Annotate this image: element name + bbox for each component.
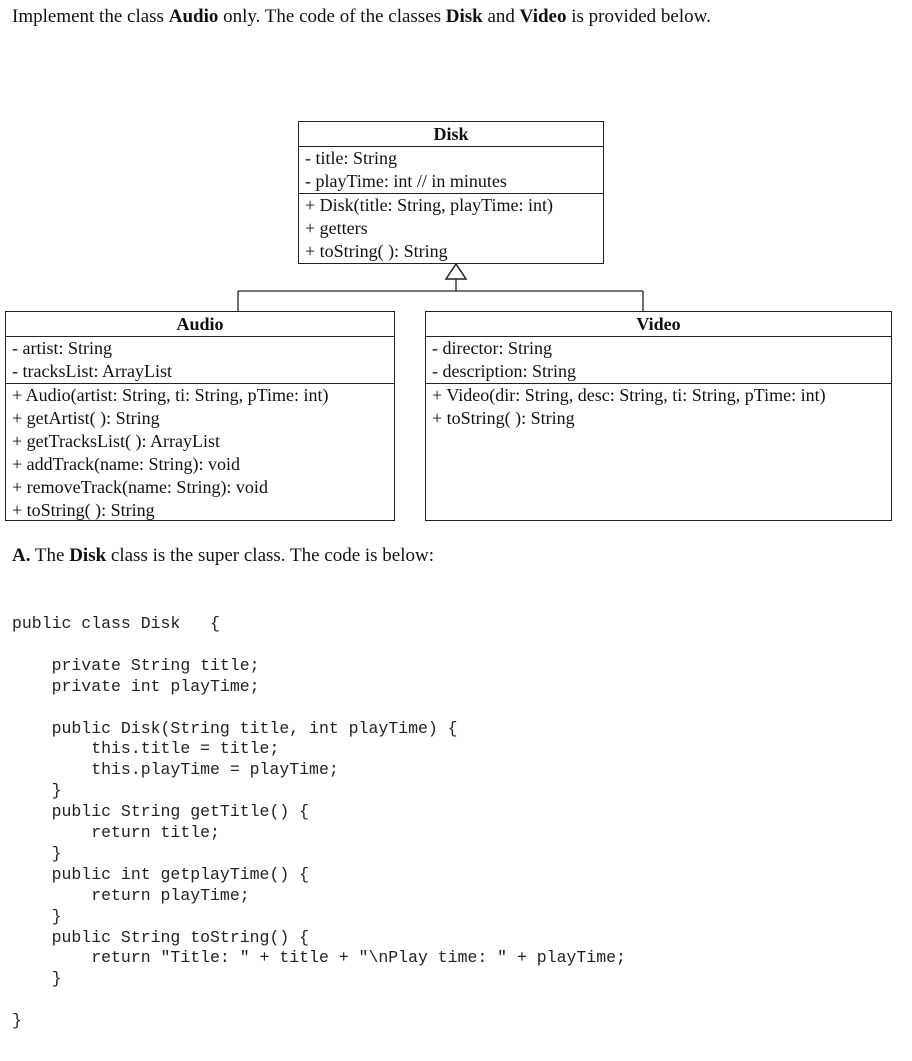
uml-method: + addTrack(name: String): void bbox=[12, 454, 240, 474]
uml-class-disk bbox=[298, 121, 604, 264]
uml-method: + Disk(title: String, playTime: int) bbox=[305, 195, 553, 215]
code-line: return "Title: " + title + "\nPlay time: " + playTime; bbox=[12, 948, 626, 968]
uml-class-name: Audio bbox=[6, 312, 394, 337]
uml-method: + removeTrack(name: String): void bbox=[12, 477, 268, 497]
uml-attribute: - description: String bbox=[432, 361, 576, 381]
uml-method: + getTracksList( ): ArrayList bbox=[12, 431, 220, 451]
code-line: this.playTime = playTime; bbox=[12, 760, 339, 780]
code-line: private int playTime; bbox=[12, 676, 260, 696]
code-block bbox=[12, 614, 626, 1032]
code-line bbox=[12, 635, 626, 656]
code-line: public class Disk { bbox=[12, 614, 220, 633]
code-line: } bbox=[12, 1011, 22, 1031]
uml-method: + toString( ): String bbox=[432, 408, 575, 428]
code-line: this.title = title; bbox=[12, 739, 280, 759]
uml-attribute: - title: String bbox=[305, 148, 397, 168]
instruction-bold-audio: Audio bbox=[168, 6, 219, 27]
uml-class-audio bbox=[5, 311, 395, 521]
uml-attribute: - tracksList: ArrayList bbox=[12, 361, 172, 381]
uml-attributes bbox=[6, 337, 394, 384]
code-line: } bbox=[12, 843, 62, 863]
section-bold-disk: Disk bbox=[69, 545, 107, 566]
section-label: A. bbox=[12, 545, 31, 566]
uml-methods bbox=[299, 194, 603, 263]
uml-attribute: - playTime: int // in minutes bbox=[305, 171, 507, 191]
uml-method: + getArtist( ): String bbox=[12, 408, 160, 428]
instruction-part: Implement the class bbox=[12, 6, 169, 27]
uml-attributes bbox=[426, 337, 891, 384]
uml-method: + Video(dir: String, desc: String, ti: String, pTime: int) bbox=[432, 385, 826, 405]
code-line bbox=[12, 698, 626, 719]
instruction-part: is provided below. bbox=[566, 6, 711, 27]
uml-attribute: - artist: String bbox=[12, 338, 112, 358]
code-line: private String title; bbox=[12, 655, 260, 675]
code-line: return playTime; bbox=[12, 885, 250, 905]
section-text: The bbox=[30, 545, 70, 566]
code-line: return title; bbox=[12, 823, 220, 843]
instruction-bold-video: Video bbox=[519, 6, 567, 27]
code-line: public Disk(String title, int playTime) { bbox=[12, 718, 458, 738]
instruction-part: and bbox=[482, 6, 520, 27]
code-line: } bbox=[12, 969, 62, 989]
uml-methods bbox=[426, 384, 891, 430]
uml-class-name: Disk bbox=[299, 122, 603, 147]
uml-method: + toString( ): String bbox=[12, 500, 155, 520]
inheritance-arrow-icon bbox=[446, 264, 466, 279]
uml-method: + toString( ): String bbox=[305, 241, 448, 261]
section-text: class is the super class. The code is below: bbox=[106, 545, 435, 566]
instruction-bold-disk: Disk bbox=[445, 6, 483, 27]
uml-attribute: - director: String bbox=[432, 338, 552, 358]
code-line: public String toString() { bbox=[12, 927, 310, 947]
section-a-heading bbox=[12, 545, 434, 567]
instruction-text bbox=[12, 6, 711, 28]
uml-methods bbox=[6, 384, 394, 522]
code-line: } bbox=[12, 906, 62, 926]
code-line bbox=[12, 990, 626, 1011]
uml-method: + getters bbox=[305, 218, 368, 238]
uml-class-video bbox=[425, 311, 892, 521]
code-line: public String getTitle() { bbox=[12, 802, 310, 822]
uml-attributes bbox=[299, 147, 603, 194]
code-line: } bbox=[12, 781, 62, 801]
uml-method: + Audio(artist: String, ti: String, pTime: int) bbox=[12, 385, 329, 405]
code-line: public int getplayTime() { bbox=[12, 864, 310, 884]
uml-class-name: Video bbox=[426, 312, 891, 337]
instruction-part: only. The code of the classes bbox=[218, 6, 446, 27]
